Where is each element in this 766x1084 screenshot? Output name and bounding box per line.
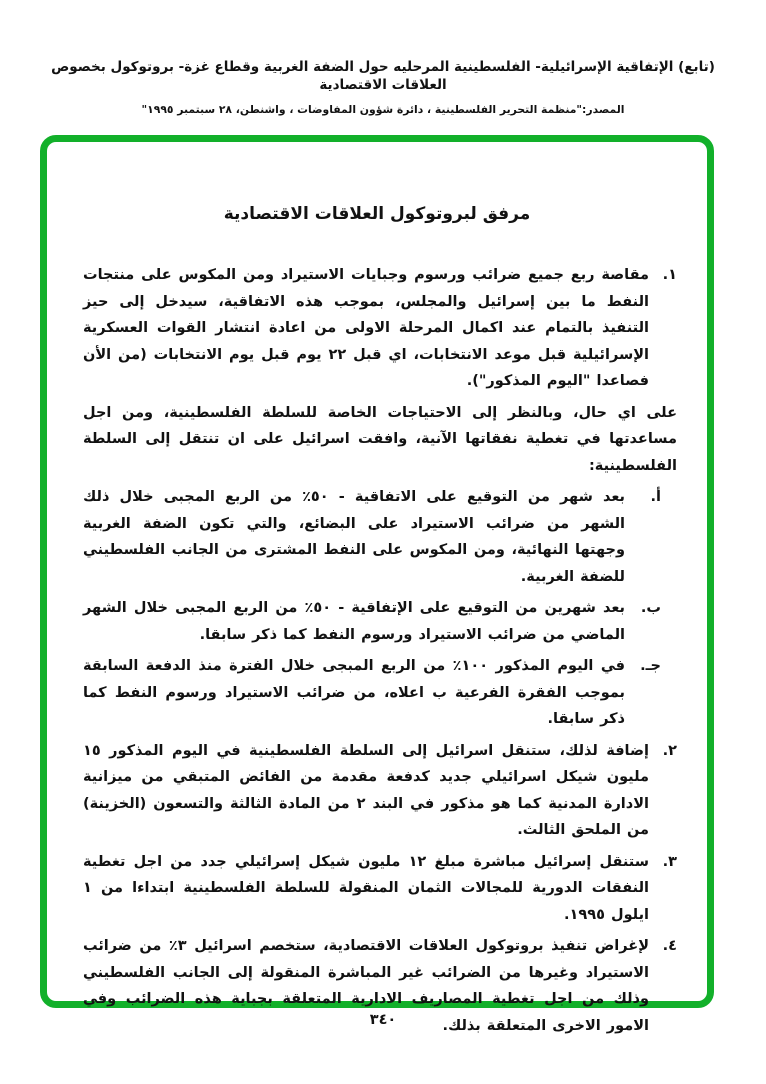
- paragraph: [83, 653, 677, 733]
- paragraph-marker: ٤.: [662, 938, 677, 954]
- paragraph-marker: ٣.: [662, 853, 677, 870]
- paragraph-marker: ٢.: [662, 742, 677, 759]
- paragraph-text: لإغراض تنفيذ بروتوكول العلاقات الاقتصادية، ستخصم اسرائيل ٣٪ من ضرائب الاستيراد وغيرها من الضرائب غير المباشرة المنقولة إلى الجانب الفلسطيني وذلك من اجل تغطية المصاريف الادارية المتعلقة بجباية هذه الضرائب وفي الامور الاخرى المتعلقة بذلك.: [83, 938, 649, 1034]
- paragraph: [83, 849, 677, 929]
- paragraph-text: إضافة لذلك، ستنقل اسرائيل إلى السلطة الفلسطينية في اليوم المذكور ١٥ مليون شيكل اسرائيلي جديد كدفعة مقدمة من الفائض المتبقي من ميزانية الادارة المدنية كما هو مذكور في البند ٢ من المادة الثالثة والتسعون (الخزينة) من الملحق الثالث.: [83, 742, 649, 838]
- paragraph-text: ستنقل إسرائيل مباشرة مبلغ ١٢ مليون شيكل إسرائيلي جدد من اجل تغطية النفقات الدورية للمجالات الثمان المنقولة للسلطة الفلسطينية ابتداءا من ١ ايلول ١٩٩٥.: [83, 853, 649, 923]
- paragraph-text: في اليوم المذكور ١٠٠٪ من الربع المبجى خلال الفترة منذ الدفعة السابقة بموجب الفقرة الفرعية ب اعلاه، من ضرائب الاستيراد ورسوم النفط كما ذكر سابقا.: [83, 658, 625, 727]
- paragraph-marker: ب.: [640, 600, 661, 616]
- paragraph-text: بعد شهر من التوقيع على الاتفاقية - ٥٠٪ من الربع المجبى خلال ذلك الشهر من ضرائب الاستيراد على البضائع، والتي تكون الضفة الغربية وجهتها النهائية، ومن المكوس على النفط المشترى من الجانب الفلسطيني للضفة الغربية.: [83, 489, 625, 585]
- paragraph: [83, 262, 677, 395]
- paragraph-marker: ١.: [662, 267, 677, 283]
- header-source: المصدر:"منظمة التحرير الفلسطينية ، دائرة شؤون المفاوضات ، واشنطن، ٢٨ سبتمبر ١٩٩٥": [141, 103, 625, 116]
- paragraph-marker: جـ.: [640, 658, 661, 674]
- paragraph: [83, 400, 677, 480]
- page-number: ٣٤٠: [369, 1012, 397, 1028]
- document-body: [83, 262, 677, 1039]
- paragraph: [83, 595, 677, 648]
- document-title: مرفق لبروتوكول العلاقات الاقتصادية: [223, 204, 531, 224]
- paragraph: [83, 738, 677, 844]
- paragraph-text: مقاصة ربع جميع ضرائب ورسوم وجبايات الاستيراد ومن المكوس على منتجات النفط ما بين إسرائيل والمجلس، بموجب هذه الاتفاقية، سيدخل إلى حيز التنفيذ بالتمام عند اكمال المرحلة الاولى من اعادة انتشار القوات العسكرية الإسرائيلية قبل موعد الانتخابات، اي قبل ٢٢ يوم قبل يوم الانتخابات (من الأن فصاعدا "اليوم المذكور").: [83, 267, 649, 389]
- paragraph: [83, 484, 677, 590]
- paragraph-text: على اي حال، وبالنظر إلى الاحتياجات الخاصة للسلطة الفلسطينية، ومن اجل مساعدتها في تغطية نفقاتها الآنية، وافقت اسرائيل على ان تنتقل إلى السلطة الفلسطينية:: [83, 404, 677, 474]
- header-title: (تابع) الإتفاقية الإسرائيلية- الفلسطينية المرحليه حول الضفة الغربية وقطاع غزة- بروتوكول بخصوص العلاقات الاقتصادية: [51, 59, 715, 93]
- page-header: [0, 58, 766, 116]
- paragraph-marker: أ.: [650, 489, 661, 505]
- paragraph-text: بعد شهرين من التوقيع على الإتفاقية - ٥٠٪ من الربع المجبى خلال الشهر الماضي من ضرائب الاستيراد ورسوم النفط كما ذكر سابقا.: [83, 600, 625, 643]
